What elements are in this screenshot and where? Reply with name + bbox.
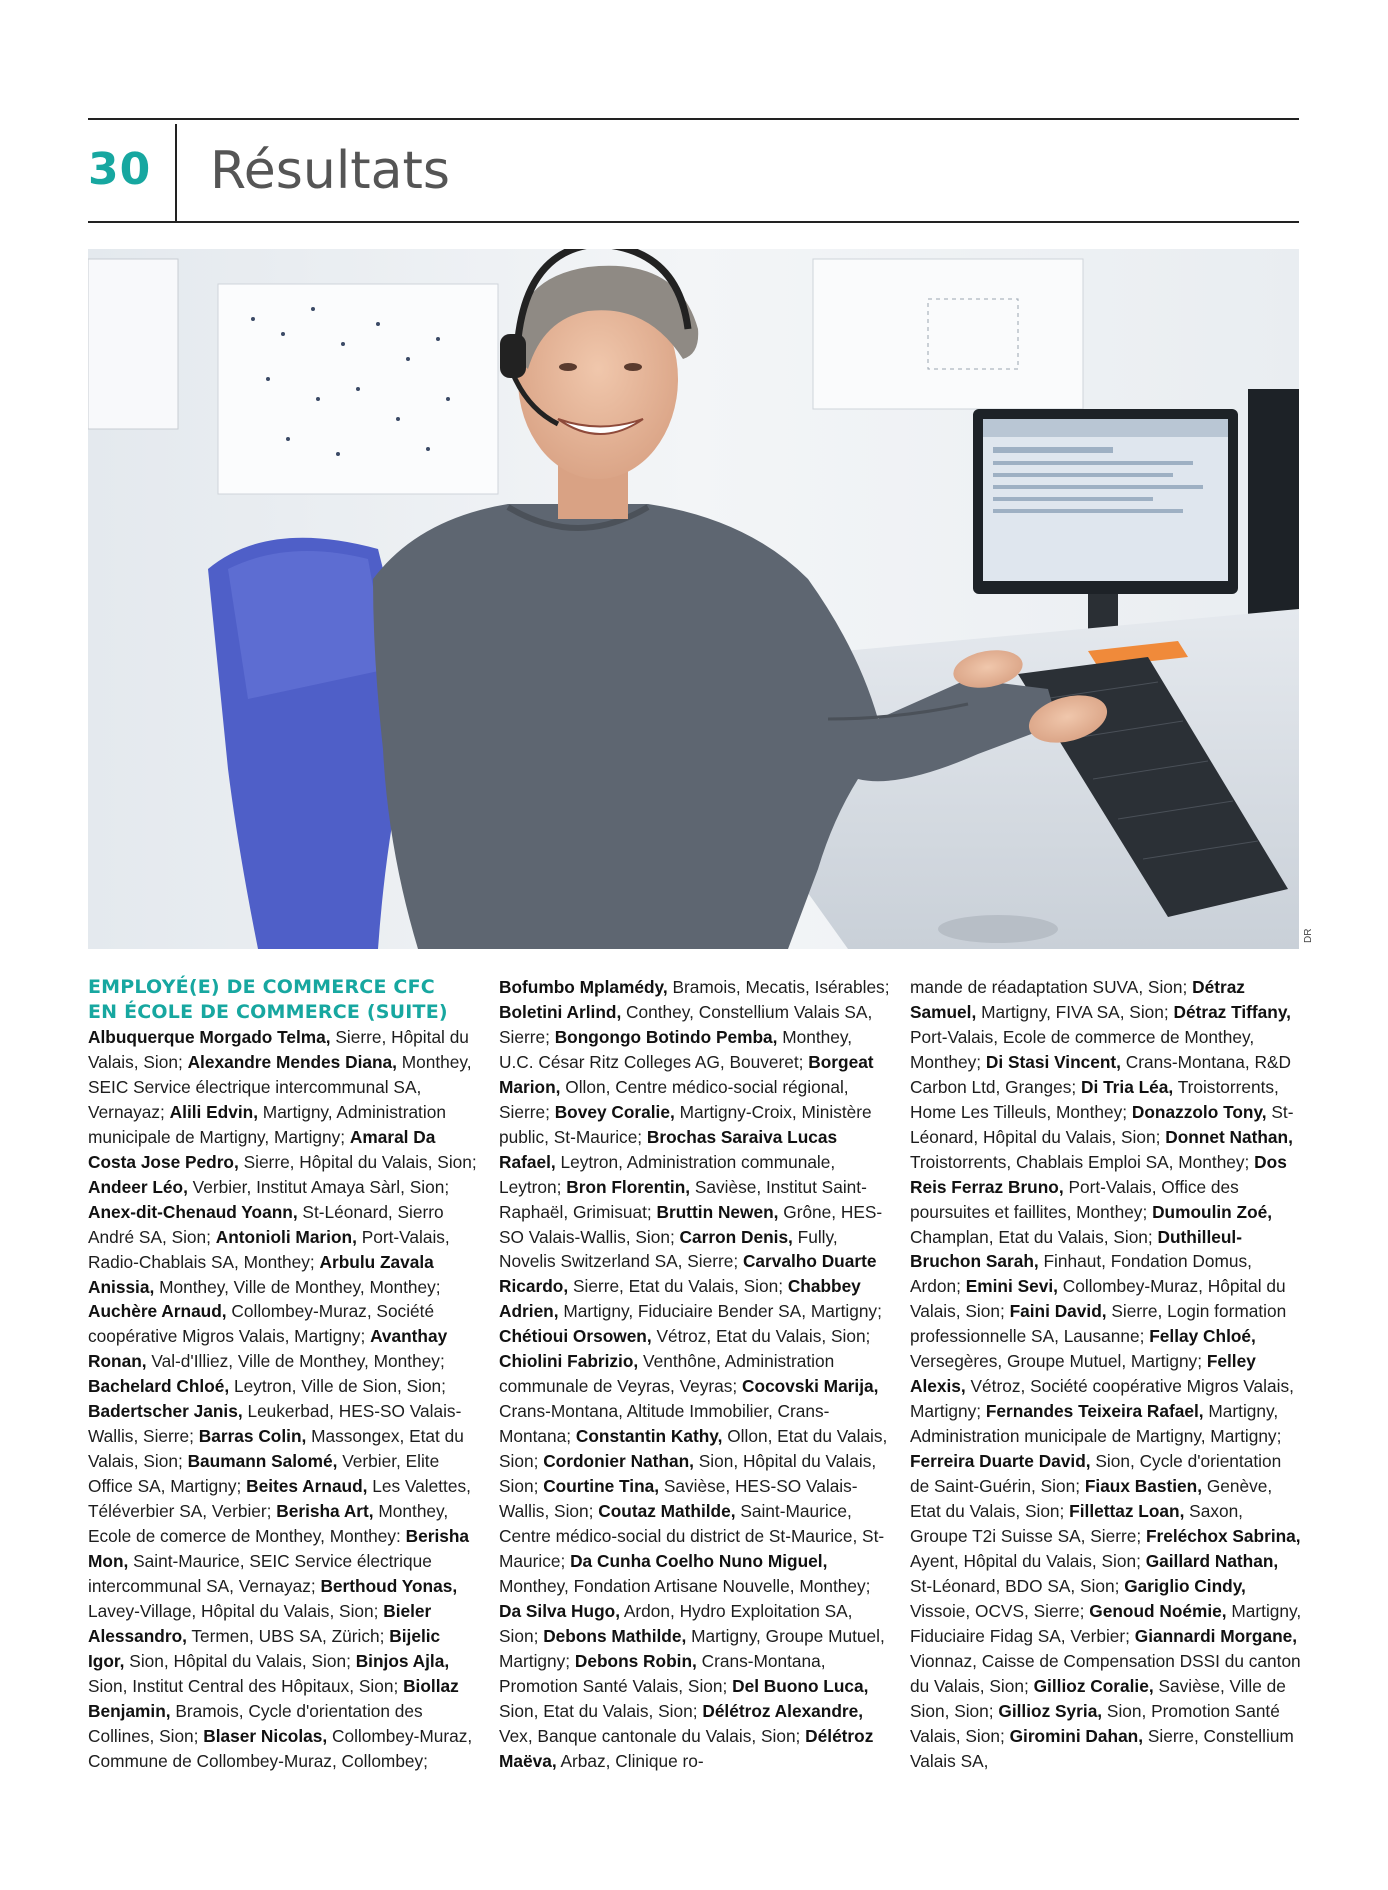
office-worker-photo (88, 249, 1299, 949)
graduate-details: Saint-Maurice, Centre médico-social du district de St-Maurice, St-Maurice; (499, 1501, 885, 1571)
graduate-name: Amaral Da Costa Jose Pedro, (88, 1126, 436, 1172)
graduate-details: Bramois, Cycle d'orientation des Collines, Sion; (88, 1700, 423, 1746)
graduate-details: Conthey, Constellium Valais SA, Sierre; (499, 1001, 873, 1047)
graduate-name: Di Stasi Vincent, (985, 1051, 1121, 1072)
graduate-details: Finhaut, Fondation Domus, Ardon; (910, 1251, 1252, 1297)
graduate-entry (910, 977, 1192, 997)
graduate-name: Bijelic Igor, (88, 1625, 441, 1671)
graduate-details: Monthey, Fondation Artisane Nouvelle, Monthey; (499, 1575, 871, 1596)
graduate-name: Gaillard Nathan, (1145, 1550, 1279, 1571)
graduate-name: Avanthay Ronan, (88, 1326, 448, 1372)
graduate-name: Carron Denis, (679, 1226, 793, 1247)
graduate-details: Martigny, Administration municipale de Martigny, Martigny; (88, 1101, 446, 1147)
graduate-name: Giannardi Morgane, (1134, 1625, 1298, 1646)
graduate-name: Carvalho Duarte Ricardo, (499, 1251, 877, 1297)
graduate-name: Del Buono Luca, (732, 1675, 869, 1696)
graduate-name: Coutaz Mathilde, (598, 1501, 736, 1522)
graduate-details: Sierre, Constellium Valais SA, (910, 1725, 1294, 1771)
graduate-name: Délétroz Maëva, (499, 1725, 874, 1771)
graduate-entry (499, 1326, 870, 1346)
graduate-details: Troistorrents, Home Les Tilleuls, Monthey; (910, 1076, 1279, 1122)
graduate-name: Cocovski Marija, (742, 1376, 879, 1397)
graduate-name: Bongongo Botindo Pemba, (554, 1026, 778, 1047)
graduate-name: Duthilleul-Bruchon Sarah, (910, 1226, 1242, 1272)
graduate-details: Sion, Etat du Valais, Sion; (499, 1700, 703, 1721)
graduate-name: Berisha Art, (276, 1501, 374, 1522)
graduate-details: Sion, Cycle d'orientation de Saint-Guérin, Sion; (910, 1451, 1282, 1497)
graduate-details: Leytron, Administration communale, Leytron; (499, 1151, 836, 1197)
graduate-name: Alexandre Mendes Diana, (187, 1051, 397, 1072)
graduate-name: Fiaux Bastien, (1084, 1476, 1203, 1497)
graduate-name: Délétroz Alexandre, (702, 1700, 864, 1721)
text-column-2 (499, 975, 891, 1774)
graduate-details: Savièse, Institut Saint-Raphaël, Grimisuat; (499, 1176, 867, 1222)
graduate-details: Val-d'Illiez, Ville de Monthey, Monthey; (146, 1351, 445, 1372)
graduate-details: Troistorrents, Chablais Emploi SA, Monthey; (910, 1151, 1255, 1172)
graduate-details: Collombey-Muraz, Hôpital du Valais, Sion; (910, 1276, 1286, 1322)
graduate-name: Fernandes Teixeira Rafael, (985, 1401, 1204, 1422)
graduate-name: Courtine Tina, (543, 1476, 660, 1497)
graduate-entry (88, 1177, 449, 1197)
graduate-name: Bron Florentin, (566, 1176, 691, 1197)
graduate-details: Saxon, Groupe T2i Suisse SA, Sierre; (910, 1501, 1243, 1546)
graduate-name: Dumoulin Zoé, (1152, 1201, 1273, 1222)
graduate-details: Versegères, Groupe Mutuel, Martigny; (910, 1351, 1207, 1372)
graduate-details: Les Valettes, Téléverbier SA, Verbier; (88, 1476, 471, 1522)
graduate-details: Martigny, Fiduciaire Fidag SA, Verbier; (910, 1600, 1302, 1646)
graduate-name: Chiolini Fabrizio, (499, 1351, 639, 1372)
graduate-details: Saint-Maurice, SEIC Service électrique intercommunal SA, Vernayaz; (88, 1551, 432, 1596)
graduate-details: Collombey-Muraz, Société coopérative Migros Valais, Martigny; (88, 1301, 435, 1347)
graduate-name: Debons Robin, (574, 1650, 697, 1671)
graduate-name: Gillioz Coralie, (1033, 1675, 1154, 1696)
graduate-details: Port-Valais, Radio-Chablais SA, Monthey; (88, 1226, 450, 1272)
graduate-name: Antonioli Marion, (215, 1226, 357, 1247)
graduate-name: Di Tria Léa, (1081, 1076, 1174, 1097)
page-number: 30 (88, 144, 152, 195)
graduate-name: Gariglio Cindy, (1124, 1575, 1246, 1596)
graduate-details: Sierre, Hôpital du Valais, Sion; (238, 1151, 477, 1172)
graduate-details: Verbier, Institut Amaya Sàrl, Sion; (187, 1176, 450, 1197)
graduate-entry (88, 1376, 446, 1396)
graduate-name: Brochas Saraiva Lucas Rafael, (499, 1126, 838, 1172)
graduate-name: Freléchox Sabrina, (1145, 1525, 1301, 1546)
graduate-details: Martigny, Groupe Mutuel, Martigny; (499, 1625, 885, 1671)
graduate-details: Sierre, Etat du Valais, Sion; (568, 1276, 788, 1297)
graduate-details: Martigny, FIVA SA, Sion; (976, 1001, 1174, 1022)
graduate-name: Détraz Samuel, (910, 977, 1245, 1022)
graduate-details: Vétroz, Etat du Valais, Sion; (651, 1326, 871, 1347)
graduate-name: Gillioz Syria, (998, 1700, 1103, 1721)
graduate-details: Vionnaz, Caisse de Compensation DSSI du canton du Valais, Sion; (910, 1650, 1301, 1696)
graduate-details: Grône, HES-SO Valais-Wallis, Sion; (499, 1201, 883, 1247)
graduate-details: Crans-Montana, Altitude Immobilier, Crans-Montana; (499, 1401, 830, 1447)
graduate-name: Arbulu Zavala Anissia, (88, 1251, 434, 1297)
article-heading (88, 975, 480, 1025)
heading-line-2: EN ÉCOLE DE COMMERCE (SUITE) (88, 1001, 448, 1023)
photo-credit: DR (1303, 928, 1314, 943)
graduate-details: St-Léonard, Hôpital du Valais, Sion; (910, 1101, 1294, 1147)
graduate-name: Anex-dit-Chenaud Yoann, (88, 1201, 298, 1222)
graduate-details: Vétroz, Société coopérative Migros Valais, Martigny; (910, 1376, 1294, 1422)
graduate-name: Bovey Coralie, (554, 1101, 675, 1122)
graduate-name: Faini David, (1009, 1301, 1107, 1322)
graduate-name: Debons Mathilde, (543, 1625, 687, 1646)
graduate-details: Sion, Hôpital du Valais, Sion; (499, 1451, 877, 1497)
text-column-1 (88, 975, 480, 1774)
graduate-name: Baumann Salomé, (187, 1451, 338, 1472)
graduate-details: Martigny, Administration municipale de Martigny, Martigny; (910, 1401, 1282, 1447)
graduate-name: Alili Edvin, (169, 1101, 258, 1122)
graduate-name: Binjos Ajla, (355, 1650, 450, 1671)
graduate-details: mande de réadaptation SUVA, Sion; (910, 977, 1193, 997)
graduate-details: Monthey, U.C. César Ritz Colleges AG, Bouveret; (499, 1026, 853, 1072)
graduate-details: Savièse, HES-SO Valais-Wallis, Sion; (499, 1476, 858, 1522)
graduate-name: Giromini Dahan, (1009, 1725, 1144, 1746)
graduate-details: Collombey-Muraz, Commune de Collombey-Muraz, Collombey; (88, 1725, 473, 1771)
graduate-details: Ayent, Hôpital du Valais, Sion; (910, 1550, 1146, 1571)
graduate-details: Ardon, Hydro Exploitation SA, Sion; (499, 1600, 853, 1646)
graduate-details: Fully, Novelis Switzerland SA, Sierre; (499, 1226, 838, 1272)
header-bottom-rule (88, 221, 1299, 223)
section-title: Résultats (210, 141, 451, 201)
graduate-name: Barras Colin, (198, 1426, 307, 1447)
graduate-name: Da Silva Hugo, (499, 1600, 620, 1621)
graduate-name: Fellay Chloé, (1149, 1326, 1256, 1347)
graduate-name: Blaser Nicolas, (203, 1725, 328, 1746)
graduate-details: Port-Valais, Ecole de commerce de Monthey, Monthey; (910, 1026, 1255, 1072)
graduate-details: Ollon, Etat du Valais, Sion; (499, 1426, 888, 1472)
graduate-details: Verbier, Elite Office SA, Martigny; (88, 1451, 440, 1497)
graduate-details: Ollon, Centre médico-social régional, Sierre; (499, 1076, 849, 1122)
graduate-details: Sierre, Login formation professionnelle SA, Lausanne; (910, 1301, 1287, 1347)
text-column-3 (910, 975, 1302, 1774)
graduate-details: Martigny-Croix, Ministère public, St-Maurice; (499, 1101, 872, 1147)
graduate-details: Port-Valais, Office des poursuites et faillites, Monthey; (910, 1176, 1239, 1222)
graduate-name: Borgeat Marion, (499, 1051, 874, 1097)
graduate-details: Sion, Hôpital du Valais, Sion; (124, 1650, 356, 1671)
graduate-details: Termen, UBS SA, Zürich; (186, 1625, 390, 1646)
graduate-name: Biollaz Benjamin, (88, 1675, 459, 1721)
graduate-name: Chabbey Adrien, (499, 1276, 861, 1322)
graduate-name: Emini Sevi, (965, 1276, 1058, 1297)
graduate-name: Bruttin Newen, (656, 1201, 779, 1222)
entries-column-1 (88, 1025, 480, 1774)
graduate-details: Sion, Institut Central des Hôpitaux, Sion; (88, 1675, 404, 1696)
graduate-name: Bachelard Chloé, (88, 1376, 230, 1397)
entries-column-3 (910, 975, 1302, 1774)
graduate-name: Donnet Nathan, (1165, 1126, 1293, 1147)
graduate-details: Crans-Montana, R&D Carbon Ltd, Granges; (910, 1051, 1291, 1097)
graduate-name: Albuquerque Morgado Telma, (88, 1027, 331, 1047)
graduate-details: Vissoie, OCVS, Sierre; (910, 1600, 1090, 1621)
graduate-details: Bramois, Mecatis, Isérables; (667, 977, 890, 997)
graduate-details: St-Léonard, Sierro André SA, Sion; (88, 1201, 444, 1247)
graduate-name: Boletini Arlind, (499, 1001, 622, 1022)
graduate-name: Chétioui Orsowen, (499, 1326, 652, 1347)
graduate-name: Felley Alexis, (910, 1351, 1256, 1397)
graduate-name: Andeer Léo, (88, 1176, 188, 1197)
graduate-details: Venthône, Administration communale de Veyras, Veyras; (499, 1351, 835, 1397)
graduate-details: Sion, Promotion Santé Valais, Sion; (910, 1700, 1280, 1746)
graduate-details: Arbaz, Clinique ro- (556, 1750, 704, 1771)
graduate-details: Vex, Banque cantonale du Valais, Sion; (499, 1725, 806, 1746)
graduate-entry (499, 977, 890, 997)
heading-line-1: EMPLOYÉ(E) DE COMMERCE CFC (88, 976, 435, 998)
graduate-name: Détraz Tiffany, (1173, 1001, 1291, 1022)
graduate-details: Sierre, Hôpital du Valais, Sion; (88, 1027, 469, 1072)
graduate-details: Crans-Montana, Promotion Santé Valais, Sion; (499, 1650, 826, 1696)
graduate-name: Beites Arnaud, (246, 1476, 368, 1497)
graduate-details: Monthey, Ville de Monthey, Monthey; (154, 1276, 441, 1297)
graduate-details: Leytron, Ville de Sion, Sion; (229, 1376, 446, 1397)
graduate-name: Ferreira Duarte David, (910, 1451, 1091, 1472)
graduate-details: Champlan, Etat du Valais, Sion; (910, 1226, 1158, 1247)
graduate-name: Berisha Mon, (88, 1526, 470, 1572)
graduate-name: Bieler Alessandro, (88, 1600, 432, 1646)
entries-column-2 (499, 975, 891, 1774)
graduate-name: Donazzolo Tony, (1131, 1101, 1267, 1122)
graduate-details: Genève, Etat du Valais, Sion; (910, 1476, 1273, 1522)
graduate-name: Berthoud Yonas, (320, 1575, 458, 1596)
graduate-name: Cordonier Nathan, (543, 1451, 694, 1472)
graduate-name: Da Cunha Coelho Nuno Miguel, (570, 1550, 828, 1571)
graduate-details: Leukerbad, HES-SO Valais-Wallis, Sierre; (88, 1401, 462, 1447)
header-separator (175, 124, 177, 221)
graduate-name: Bofumbo Mplamédy, (499, 977, 668, 997)
header-top-rule (88, 118, 1299, 120)
graduate-name: Badertscher Janis, (88, 1401, 243, 1422)
graduate-details: St-Léonard, BDO SA, Sion; (910, 1575, 1125, 1596)
graduate-details: Lavey-Village, Hôpital du Valais, Sion; (88, 1600, 384, 1621)
graduate-name: Constantin Kathy, (575, 1426, 723, 1447)
graduate-details: Massongex, Etat du Valais, Sion; (88, 1426, 464, 1472)
graduate-details: Martigny, Fiduciaire Bender SA, Martigny; (558, 1301, 882, 1322)
graduate-name: Dos Reis Ferraz Bruno, (910, 1151, 1287, 1197)
graduate-details: Monthey, Ecole de comerce de Monthey, Monthey: (88, 1501, 449, 1547)
graduate-name: Fillettaz Loan, (1069, 1501, 1185, 1522)
graduate-name: Auchère Arnaud, (88, 1301, 227, 1322)
graduate-details: Savièse, Ville de Sion, Sion; (910, 1675, 1286, 1721)
graduate-details: Monthey, SEIC Service électrique intercommunal SA, Vernayaz; (88, 1051, 472, 1122)
graduate-name: Genoud Noémie, (1089, 1600, 1227, 1621)
